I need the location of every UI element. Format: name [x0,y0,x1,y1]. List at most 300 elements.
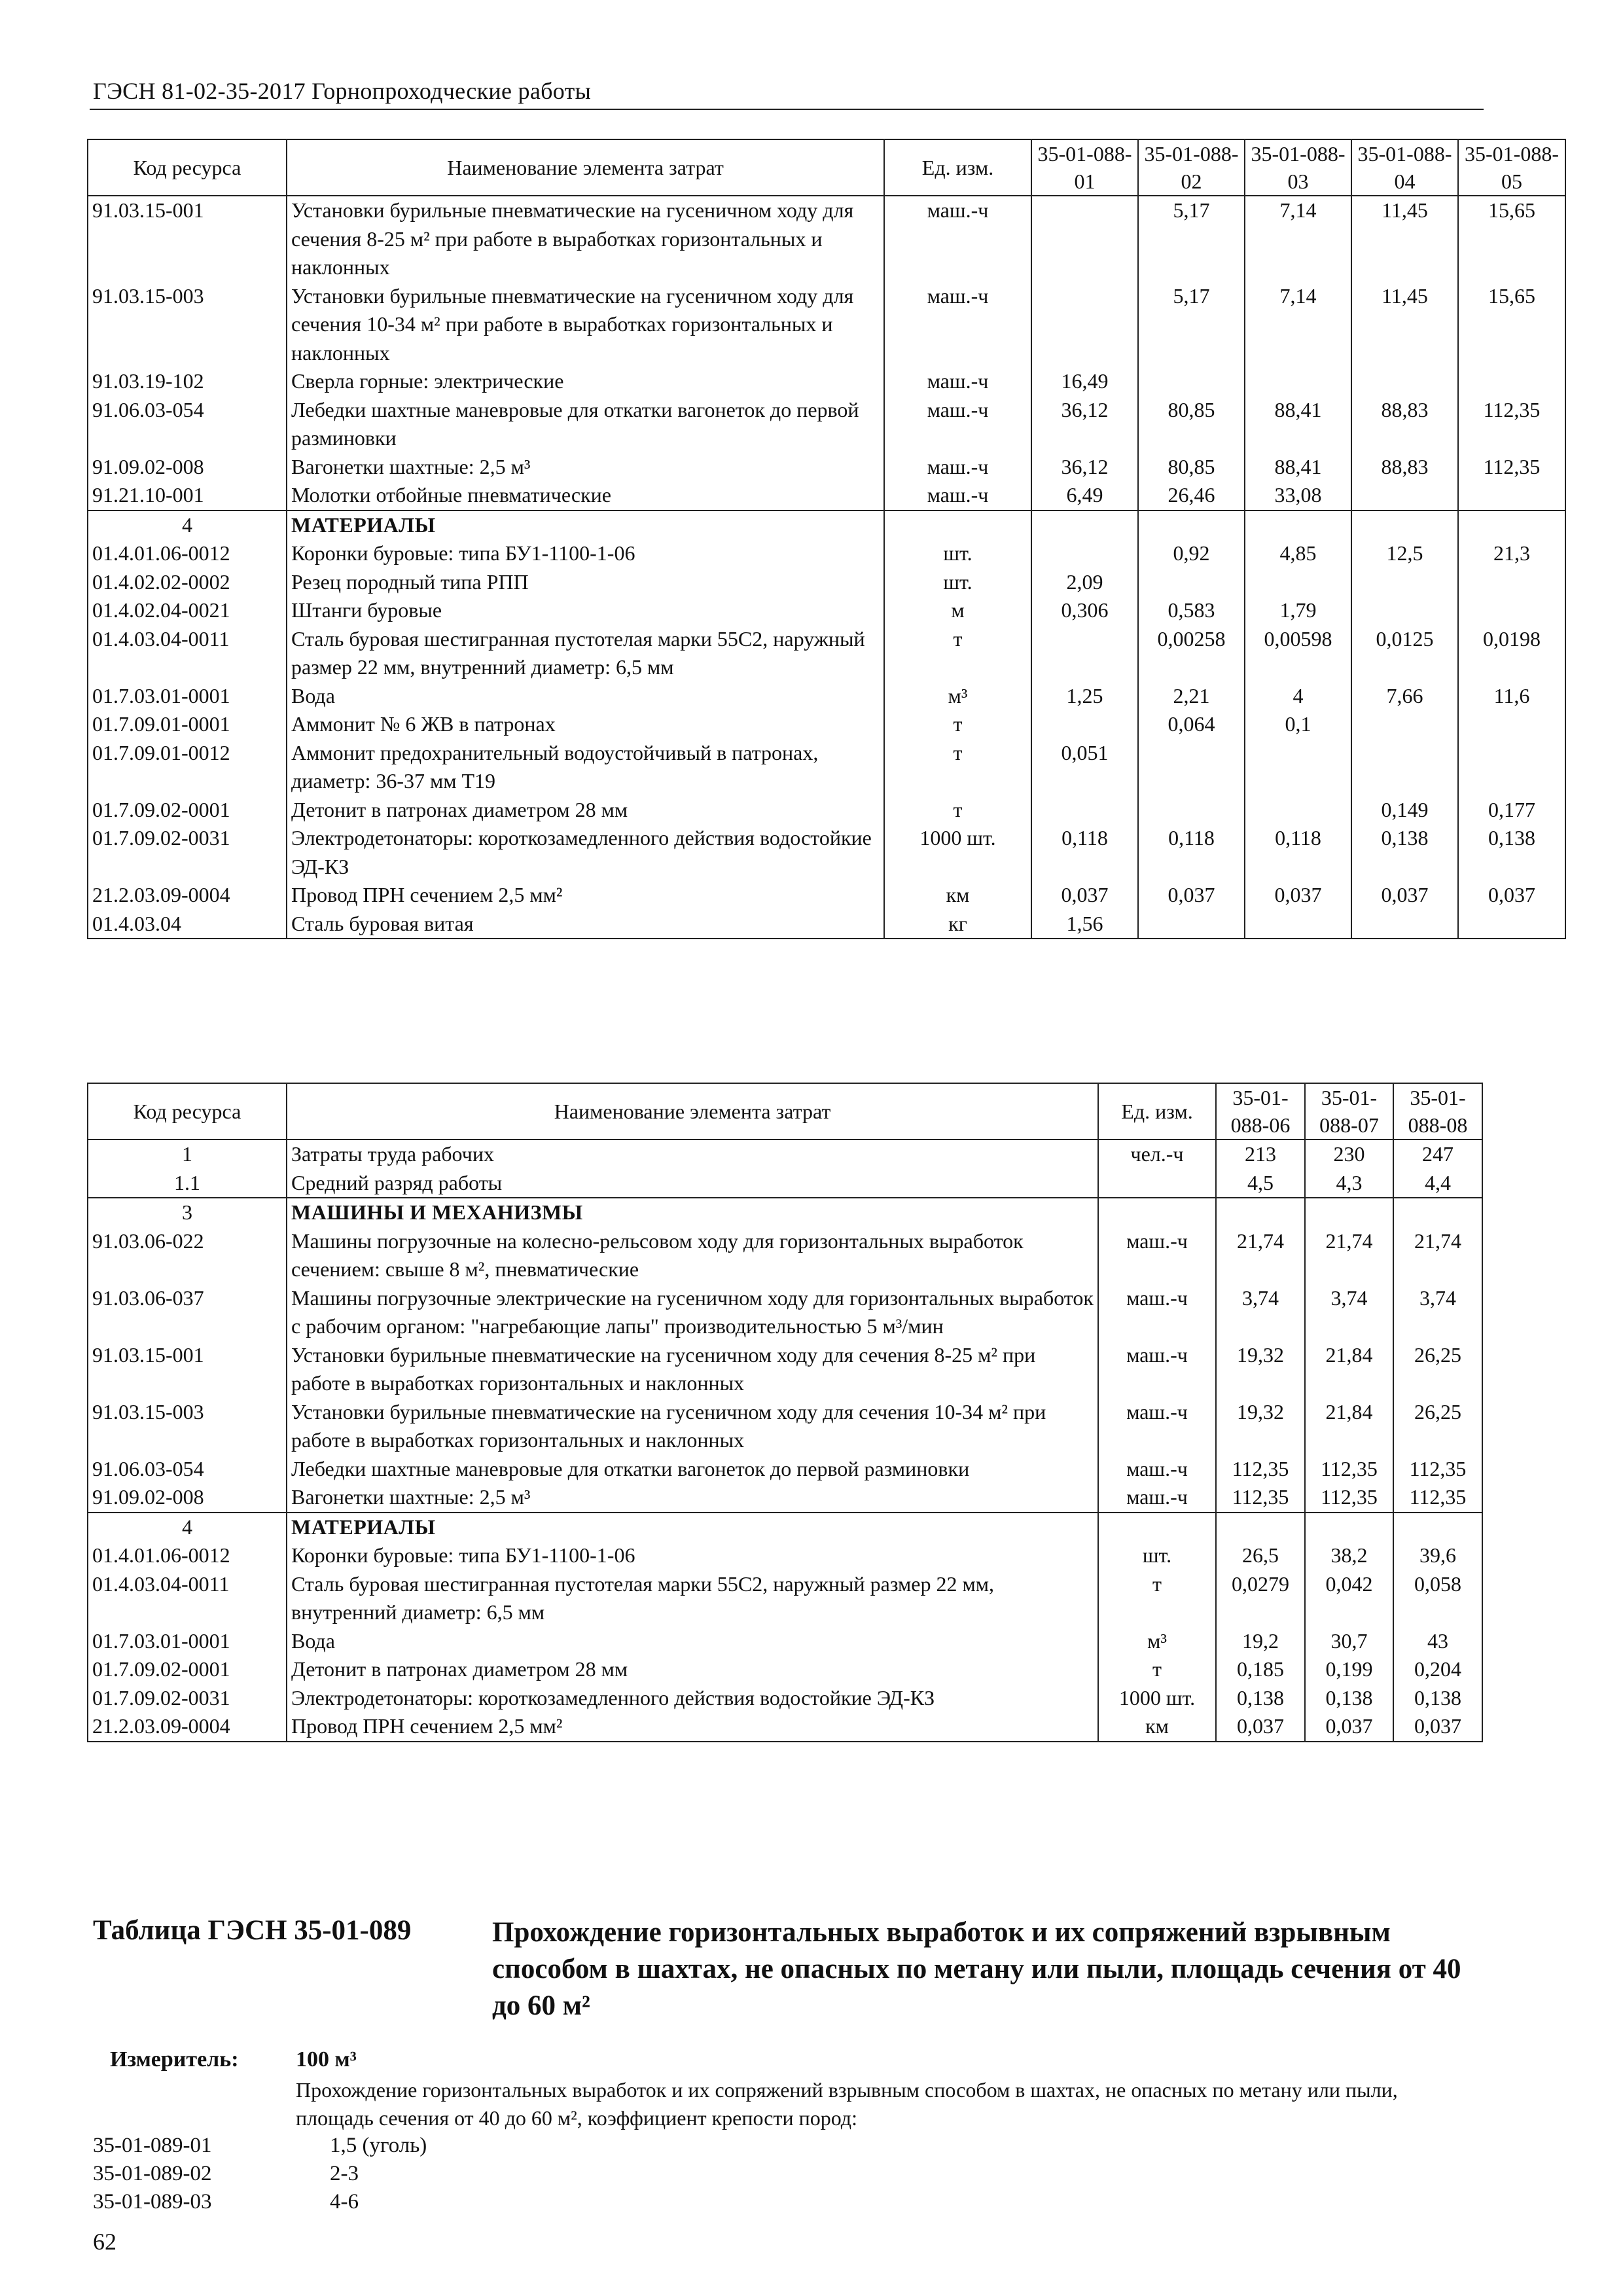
section-row [88,1198,1482,1227]
norm-value: 0,149 [1351,796,1458,825]
resource-code: 01.7.09.02-0001 [88,796,287,825]
norm-value: 38,2 [1305,1541,1393,1570]
section-row [88,511,1565,540]
norm-code-value: 1,5 (уголь) [330,2134,427,2157]
norm-value: 26,46 [1138,481,1245,511]
resource-name: Коронки буровые: типа БУ1-1100-1-06 [287,539,884,568]
col-header-code: Код ресурса [88,1083,287,1139]
unit: маш.-ч [884,367,1031,396]
norm-value [1458,568,1565,597]
norm-value: 0,138 [1305,1684,1393,1713]
norm-value [1245,739,1351,796]
resource-code: 91.03.15-001 [88,196,287,282]
norm-code: 35-01-089-03 [93,2190,212,2214]
norm-value: 0,118 [1031,824,1138,881]
norm-value: 0,00598 [1245,625,1351,682]
resource-code: 1 [88,1139,287,1169]
norm-value: 21,84 [1305,1398,1393,1455]
resource-name: Электродетонаторы: короткозамедленного действия водостойкие ЭД-КЗ [287,1684,1098,1713]
col-header-name: Наименование элемента затрат [287,1083,1098,1139]
table-row [88,596,1565,625]
norm-value: 19,2 [1216,1627,1305,1656]
norm-value: 0,037 [1458,881,1565,910]
norm-value: 0,037 [1351,881,1458,910]
norm-value: 0,138 [1351,824,1458,881]
norm-value: 4,85 [1245,539,1351,568]
resource-code: 01.4.02.04-0021 [88,596,287,625]
table-row [88,682,1565,711]
unit: маш.-ч [1098,1227,1216,1284]
norm-value: 15,65 [1458,282,1565,368]
unit: кг [884,910,1031,939]
norm-value: 0,1 [1245,710,1351,739]
resource-code: 01.4.02.02-0002 [88,568,287,597]
table-row [88,796,1565,825]
resource-code: 01.4.01.06-0012 [88,1541,287,1570]
norm-value: 80,85 [1138,453,1245,482]
norm-value: 0,064 [1138,710,1245,739]
col-header-name: Наименование элемента затрат [287,139,884,196]
header-rule [90,109,1484,110]
table-row [88,1541,1482,1570]
norm-value: 0,204 [1393,1655,1482,1684]
resource-name: МАТЕРИАЛЫ [287,1513,1098,1542]
resource-code: 21.2.03.09-0004 [88,881,287,910]
section-row [88,1513,1482,1542]
resource-name: Сталь буровая витая [287,910,884,939]
table-row [88,367,1565,396]
resource-code: 91.03.15-001 [88,1341,287,1398]
unit: м³ [1098,1627,1216,1656]
table-row [88,1627,1482,1656]
meter-label: Измеритель: [110,2047,239,2072]
norm-value: 36,12 [1031,453,1138,482]
norm-value: 2,09 [1031,568,1138,597]
norm-value [1351,596,1458,625]
norm-value: 6,49 [1031,481,1138,511]
norm-value: 0,042 [1305,1570,1393,1627]
table-row [88,1398,1482,1455]
unit: маш.-ч [1098,1398,1216,1455]
norm-code: 35-01-089-02 [93,2162,212,2185]
norm-code-item [93,2132,427,2160]
norm-value: 0,177 [1458,796,1565,825]
table-row [88,824,1565,881]
norm-value [1245,367,1351,396]
norm-value [1138,511,1245,540]
resource-name: Лебедки шахтные маневровые для откатки вагонеток до первой разминовки [287,1455,1098,1484]
table-row [88,282,1565,368]
unit: шт. [1098,1541,1216,1570]
norm-value: 88,83 [1351,453,1458,482]
norm-value: 4,4 [1393,1169,1482,1198]
col-header-unit: Ед. изм. [1098,1083,1216,1139]
norm-value: 0,306 [1031,596,1138,625]
table-row [88,539,1565,568]
norm-code-value: 2-3 [330,2162,359,2185]
norm-value [1351,910,1458,939]
norm-value: 0,037 [1393,1712,1482,1742]
resource-code: 01.4.01.06-0012 [88,539,287,568]
unit [884,511,1031,540]
norm-value [1458,710,1565,739]
resource-name: Вагонетки шахтные: 2,5 м³ [287,453,884,482]
resource-code: 21.2.03.09-0004 [88,1712,287,1742]
norm-value [1216,1198,1305,1227]
table-row [88,881,1565,910]
norm-value: 112,35 [1216,1483,1305,1513]
norm-value [1458,596,1565,625]
norm-value: 80,85 [1138,396,1245,453]
norm-value: 21,84 [1305,1341,1393,1398]
norm-value: 43 [1393,1627,1482,1656]
table-title-text: Прохождение горизонтальных выработок и их сопряжений взрывным способом в шахтах, не опасных по метану или пыли, площадь сечения от 40 до 60 м² [492,1917,1461,2021]
norm-value: 36,12 [1031,396,1138,453]
norm-value: 0,118 [1245,824,1351,881]
norm-value [1393,1198,1482,1227]
resource-code: 01.7.09.02-0001 [88,1655,287,1684]
resource-name: Средний разряд работы [287,1169,1098,1198]
norm-value: 2,21 [1138,682,1245,711]
table-row [88,710,1565,739]
col-header-norm: 35-01-088-08 [1393,1083,1482,1139]
norm-value: 3,74 [1393,1284,1482,1341]
resource-name: Установки бурильные пневматические на гусеничном ходу для сечения 8-25 м² при работе в выработках горизонтальных и наклонных [287,196,884,282]
norm-value [1138,568,1245,597]
unit: м³ [884,682,1031,711]
resource-name: Затраты труда рабочих [287,1139,1098,1169]
norm-value [1245,910,1351,939]
unit: шт. [884,539,1031,568]
norm-value: 4 [1245,682,1351,711]
resource-name: Установки бурильные пневматические на гусеничном ходу для сечения 10-34 м² при работе в выработках горизонтальных и наклонных [287,282,884,368]
norm-value [1245,796,1351,825]
resource-code: 91.06.03-054 [88,396,287,453]
norm-value: 4,3 [1305,1169,1393,1198]
norm-value: 0,138 [1393,1684,1482,1713]
unit: м [884,596,1031,625]
table-row [88,1169,1482,1198]
norm-value: 0,0279 [1216,1570,1305,1627]
resource-name: Вагонетки шахтные: 2,5 м³ [287,1483,1098,1513]
resource-name: Коронки буровые: типа БУ1-1100-1-06 [287,1541,1098,1570]
norm-value: 0,0125 [1351,625,1458,682]
resource-code: 91.03.06-037 [88,1284,287,1341]
table-row [88,1655,1482,1684]
norm-value: 0,185 [1216,1655,1305,1684]
resource-code: 01.4.03.04 [88,910,287,939]
norm-value: 0,051 [1031,739,1138,796]
norm-value: 112,35 [1305,1483,1393,1513]
unit: км [1098,1712,1216,1742]
norm-value: 247 [1393,1139,1482,1169]
col-header-norm: 35-01-088-03 [1245,139,1351,196]
norm-value: 1,56 [1031,910,1138,939]
norm-value: 33,08 [1245,481,1351,511]
resource-name: Машины погрузочные на колесно-рельсовом ходу для горизонтальных выработок сечением: свыше 8 м², пневматические [287,1227,1098,1284]
norm-value [1031,511,1138,540]
norm-value [1216,1513,1305,1542]
norm-value [1351,710,1458,739]
table-row [88,568,1565,597]
resource-code: 91.03.06-022 [88,1227,287,1284]
norm-value [1031,282,1138,368]
norm-value: 15,65 [1458,196,1565,282]
resource-name: Сверла горные: электрические [287,367,884,396]
resource-name: Провод ПРН сечением 2,5 мм² [287,881,884,910]
unit [1098,1513,1216,1542]
col-header-norm: 35-01-088-05 [1458,139,1565,196]
norm-value: 30,7 [1305,1627,1393,1656]
norm-value [1138,796,1245,825]
resource-code: 91.09.02-008 [88,1483,287,1513]
norm-value: 0,583 [1138,596,1245,625]
norm-value: 11,6 [1458,682,1565,711]
norm-value: 112,35 [1393,1483,1482,1513]
norm-value: 1,79 [1245,596,1351,625]
norm-value: 12,5 [1351,539,1458,568]
norm-value [1458,910,1565,939]
resource-code: 91.03.15-003 [88,282,287,368]
norm-code-list [93,2132,427,2216]
resource-name: Электродетонаторы: короткозамедленного действия водостойкие ЭД-КЗ [287,824,884,881]
unit: чел.-ч [1098,1139,1216,1169]
norm-value [1458,511,1565,540]
norm-value [1393,1513,1482,1542]
norm-value: 26,25 [1393,1341,1482,1398]
running-header: ГЭСН 81-02-35-2017 Горнопроходческие работы [93,78,592,104]
resource-code: 4 [88,511,287,540]
unit [1098,1169,1216,1198]
table-row [88,1570,1482,1627]
norm-value: 0,037 [1216,1712,1305,1742]
unit: маш.-ч [1098,1455,1216,1484]
resource-name: Сталь буровая шестигранная пустотелая марки 55С2, наружный размер 22 мм, внутренний диаметр: 6,5 мм [287,625,884,682]
resource-table-2 [87,1083,1483,1742]
resource-code: 91.03.15-003 [88,1398,287,1455]
norm-value: 21,74 [1216,1227,1305,1284]
norm-value: 21,3 [1458,539,1565,568]
norm-value [1138,367,1245,396]
norm-value [1138,910,1245,939]
col-header-norm: 35-01-088-07 [1305,1083,1393,1139]
table-row [88,739,1565,796]
norm-value: 112,35 [1458,453,1565,482]
table-row [88,453,1565,482]
resource-code: 3 [88,1198,287,1227]
table-row [88,481,1565,511]
norm-value: 0,92 [1138,539,1245,568]
unit: т [884,625,1031,682]
unit: т [884,739,1031,796]
norm-value: 0,037 [1245,881,1351,910]
unit: маш.-ч [884,196,1031,282]
norm-value: 21,74 [1305,1227,1393,1284]
norm-value [1351,481,1458,511]
col-header-norm: 35-01-088-01 [1031,139,1138,196]
norm-value [1305,1513,1393,1542]
norm-value: 0,037 [1305,1712,1393,1742]
norm-value [1031,625,1138,682]
resource-code: 91.09.02-008 [88,453,287,482]
norm-value: 4,5 [1216,1169,1305,1198]
norm-value [1351,739,1458,796]
resource-code: 01.7.09.02-0031 [88,824,287,881]
unit: т [1098,1570,1216,1627]
norm-value: 88,41 [1245,396,1351,453]
resource-code: 91.06.03-054 [88,1455,287,1484]
norm-value: 1,25 [1031,682,1138,711]
resource-table-1 [87,139,1566,939]
resource-name: МАТЕРИАЛЫ [287,511,884,540]
norm-value: 5,17 [1138,282,1245,368]
unit: шт. [884,568,1031,597]
resource-name: Молотки отбойные пневматические [287,481,884,511]
unit: т [884,710,1031,739]
norm-value: 0,037 [1031,881,1138,910]
resource-name: Лебедки шахтные маневровые для откатки вагонеток до первой разминовки [287,396,884,453]
resource-name: Сталь буровая шестигранная пустотелая марки 55С2, наружный размер 22 мм, внутренний диаметр: 6,5 мм [287,1570,1098,1627]
norm-value [1351,367,1458,396]
norm-value: 11,45 [1351,282,1458,368]
norm-value: 230 [1305,1139,1393,1169]
resource-name: Установки бурильные пневматические на гусеничном ходу для сечения 10-34 м² при работе в выработках горизонтальных и наклонных [287,1398,1098,1455]
norm-value: 0,199 [1305,1655,1393,1684]
norm-value: 112,35 [1305,1455,1393,1484]
norm-value: 0,0198 [1458,625,1565,682]
table-title-label: Таблица ГЭСН 35-01-089 [93,1915,412,1946]
page-number: 62 [93,2229,116,2255]
col-header-norm: 35-01-088-06 [1216,1083,1305,1139]
resource-name: Машины погрузочные электрические на гусеничном ходу для горизонтальных выработок с рабочим органом: "нагребающие лапы" производительностью 5 м³/мин [287,1284,1098,1341]
norm-value: 7,14 [1245,282,1351,368]
norm-value: 16,49 [1031,367,1138,396]
col-header-unit: Ед. изм. [884,139,1031,196]
norm-value: 0,118 [1138,824,1245,881]
col-header-code: Код ресурса [88,139,287,196]
table-row [88,1684,1482,1713]
resource-code: 4 [88,1513,287,1542]
unit: 1000 шт. [1098,1684,1216,1713]
unit: т [1098,1655,1216,1684]
table-header-row [88,1083,1482,1139]
norm-value: 0,138 [1216,1684,1305,1713]
norm-value [1138,739,1245,796]
norm-value: 19,32 [1216,1398,1305,1455]
table-row [88,1455,1482,1484]
norm-value: 112,35 [1458,396,1565,453]
resource-code: 01.4.03.04-0011 [88,1570,287,1627]
table-row [88,396,1565,453]
norm-value [1031,539,1138,568]
norm-value [1351,568,1458,597]
table-row [88,1483,1482,1513]
norm-value: 3,74 [1305,1284,1393,1341]
norm-value: 88,83 [1351,396,1458,453]
unit: маш.-ч [1098,1483,1216,1513]
norm-value: 112,35 [1393,1455,1482,1484]
resource-name: Аммонит предохранительный водоустойчивый в патронах, диаметр: 36-37 мм Т19 [287,739,884,796]
norm-value [1031,796,1138,825]
table-row [88,1227,1482,1284]
norm-value [1351,511,1458,540]
table-row [88,910,1565,939]
resource-code: 01.7.03.01-0001 [88,682,287,711]
norm-value: 11,45 [1351,196,1458,282]
norm-value [1458,739,1565,796]
norm-value: 39,6 [1393,1541,1482,1570]
norm-value: 7,14 [1245,196,1351,282]
resource-code: 01.7.03.01-0001 [88,1627,287,1656]
norm-value: 19,32 [1216,1341,1305,1398]
table-row [88,625,1565,682]
unit: маш.-ч [1098,1284,1216,1341]
norm-value: 0,00258 [1138,625,1245,682]
resource-code: 01.4.03.04-0011 [88,625,287,682]
norm-code-item [93,2160,427,2188]
norm-value: 213 [1216,1139,1305,1169]
norm-value: 0,037 [1138,881,1245,910]
norm-value: 26,5 [1216,1541,1305,1570]
norm-value: 0,058 [1393,1570,1482,1627]
norm-value: 112,35 [1216,1455,1305,1484]
unit: маш.-ч [884,453,1031,482]
resource-code: 01.7.09.01-0001 [88,710,287,739]
unit: маш.-ч [1098,1341,1216,1398]
resource-name: Резец породный типа РПП [287,568,884,597]
unit [1098,1198,1216,1227]
resource-code: 91.21.10-001 [88,481,287,511]
resource-name: МАШИНЫ И МЕХАНИЗМЫ [287,1198,1098,1227]
unit: маш.-ч [884,282,1031,368]
resource-name: Провод ПРН сечением 2,5 мм² [287,1712,1098,1742]
norm-value: 3,74 [1216,1284,1305,1341]
norm-value: 0,138 [1458,824,1565,881]
table-row [88,1341,1482,1398]
meter-value: 100 м³ [296,2047,357,2072]
resource-name: Установки бурильные пневматические на гусеничном ходу для сечения 8-25 м² при работе в выработках горизонтальных и наклонных [287,1341,1098,1398]
norm-code-value: 4-6 [330,2190,359,2214]
unit: маш.-ч [884,481,1031,511]
table-row [88,1139,1482,1169]
norm-value: 5,17 [1138,196,1245,282]
norm-value [1458,367,1565,396]
resource-code: 01.7.09.01-0012 [88,739,287,796]
table-row [88,1712,1482,1742]
norm-code-item [93,2188,427,2216]
norm-code: 35-01-089-01 [93,2134,212,2157]
norm-value [1305,1198,1393,1227]
meter-description: Прохождение горизонтальных выработок и их сопряжений взрывным способом в шахтах, не опасных по метану или пыли, площадь сечения от 40 до 60 м², коэффициент крепости пород: [296,2078,1398,2130]
resource-code: 1.1 [88,1169,287,1198]
unit: т [884,796,1031,825]
norm-value [1245,511,1351,540]
table-row [88,196,1565,282]
norm-value: 88,41 [1245,453,1351,482]
norm-value [1458,481,1565,511]
col-header-norm: 35-01-088-02 [1138,139,1245,196]
table-row [88,1284,1482,1341]
resource-name: Штанги буровые [287,596,884,625]
unit: 1000 шт. [884,824,1031,881]
norm-value: 26,25 [1393,1398,1482,1455]
col-header-norm: 35-01-088-04 [1351,139,1458,196]
norm-value [1031,710,1138,739]
table-header-row [88,139,1565,196]
resource-name: Вода [287,1627,1098,1656]
resource-name: Аммонит № 6 ЖВ в патронах [287,710,884,739]
resource-name: Вода [287,682,884,711]
